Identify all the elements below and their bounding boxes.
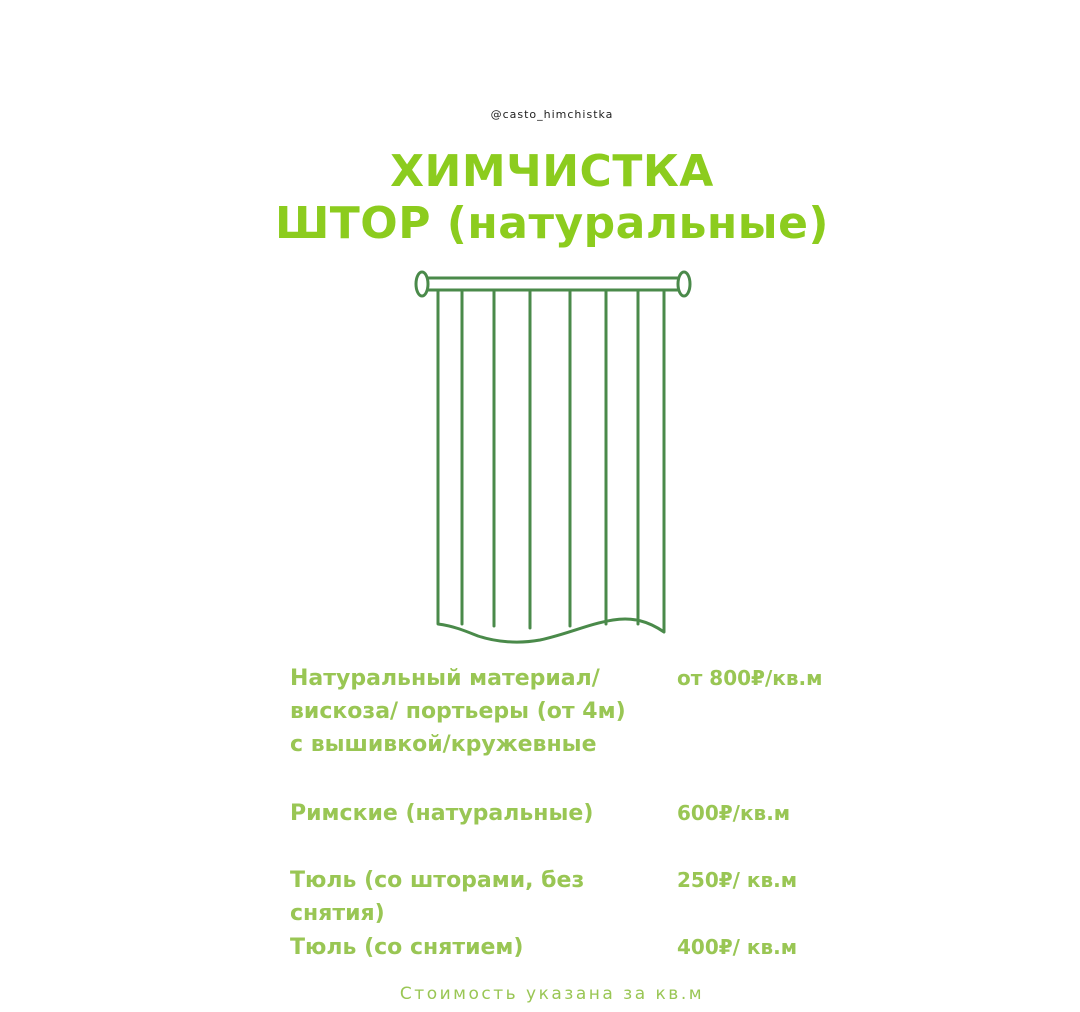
service-price: от 800₽/кв.м [677,666,823,690]
service-name: Тюль (со шторами, без снятия) [290,868,585,926]
curtain-rod [428,278,678,290]
page-title-line-2: ШТОР (натуральные) [274,198,830,249]
service-price: 600₽/кв.м [677,801,791,825]
rod-end-left [416,272,428,296]
service-name: Тюль (со снятием) [290,935,524,960]
price-footnote: Стоимость указана за кв.м [399,984,705,1004]
curtain-icon [408,264,698,656]
service-price: 250₽/ кв.м [677,868,798,892]
page-title-line-1: ХИМЧИСТКА [390,146,714,197]
service-name: Римские (натуральные) [290,801,594,826]
service-price: 400₽/ кв.м [677,935,798,959]
rod-end-right [678,272,690,296]
curtain-outline [438,290,664,642]
instagram-handle: @casto_himchistka [490,108,614,121]
service-name: Натуральный материал/ вискоза/ портьеры (от 4м) с вышивкой/кружевные [290,666,626,757]
